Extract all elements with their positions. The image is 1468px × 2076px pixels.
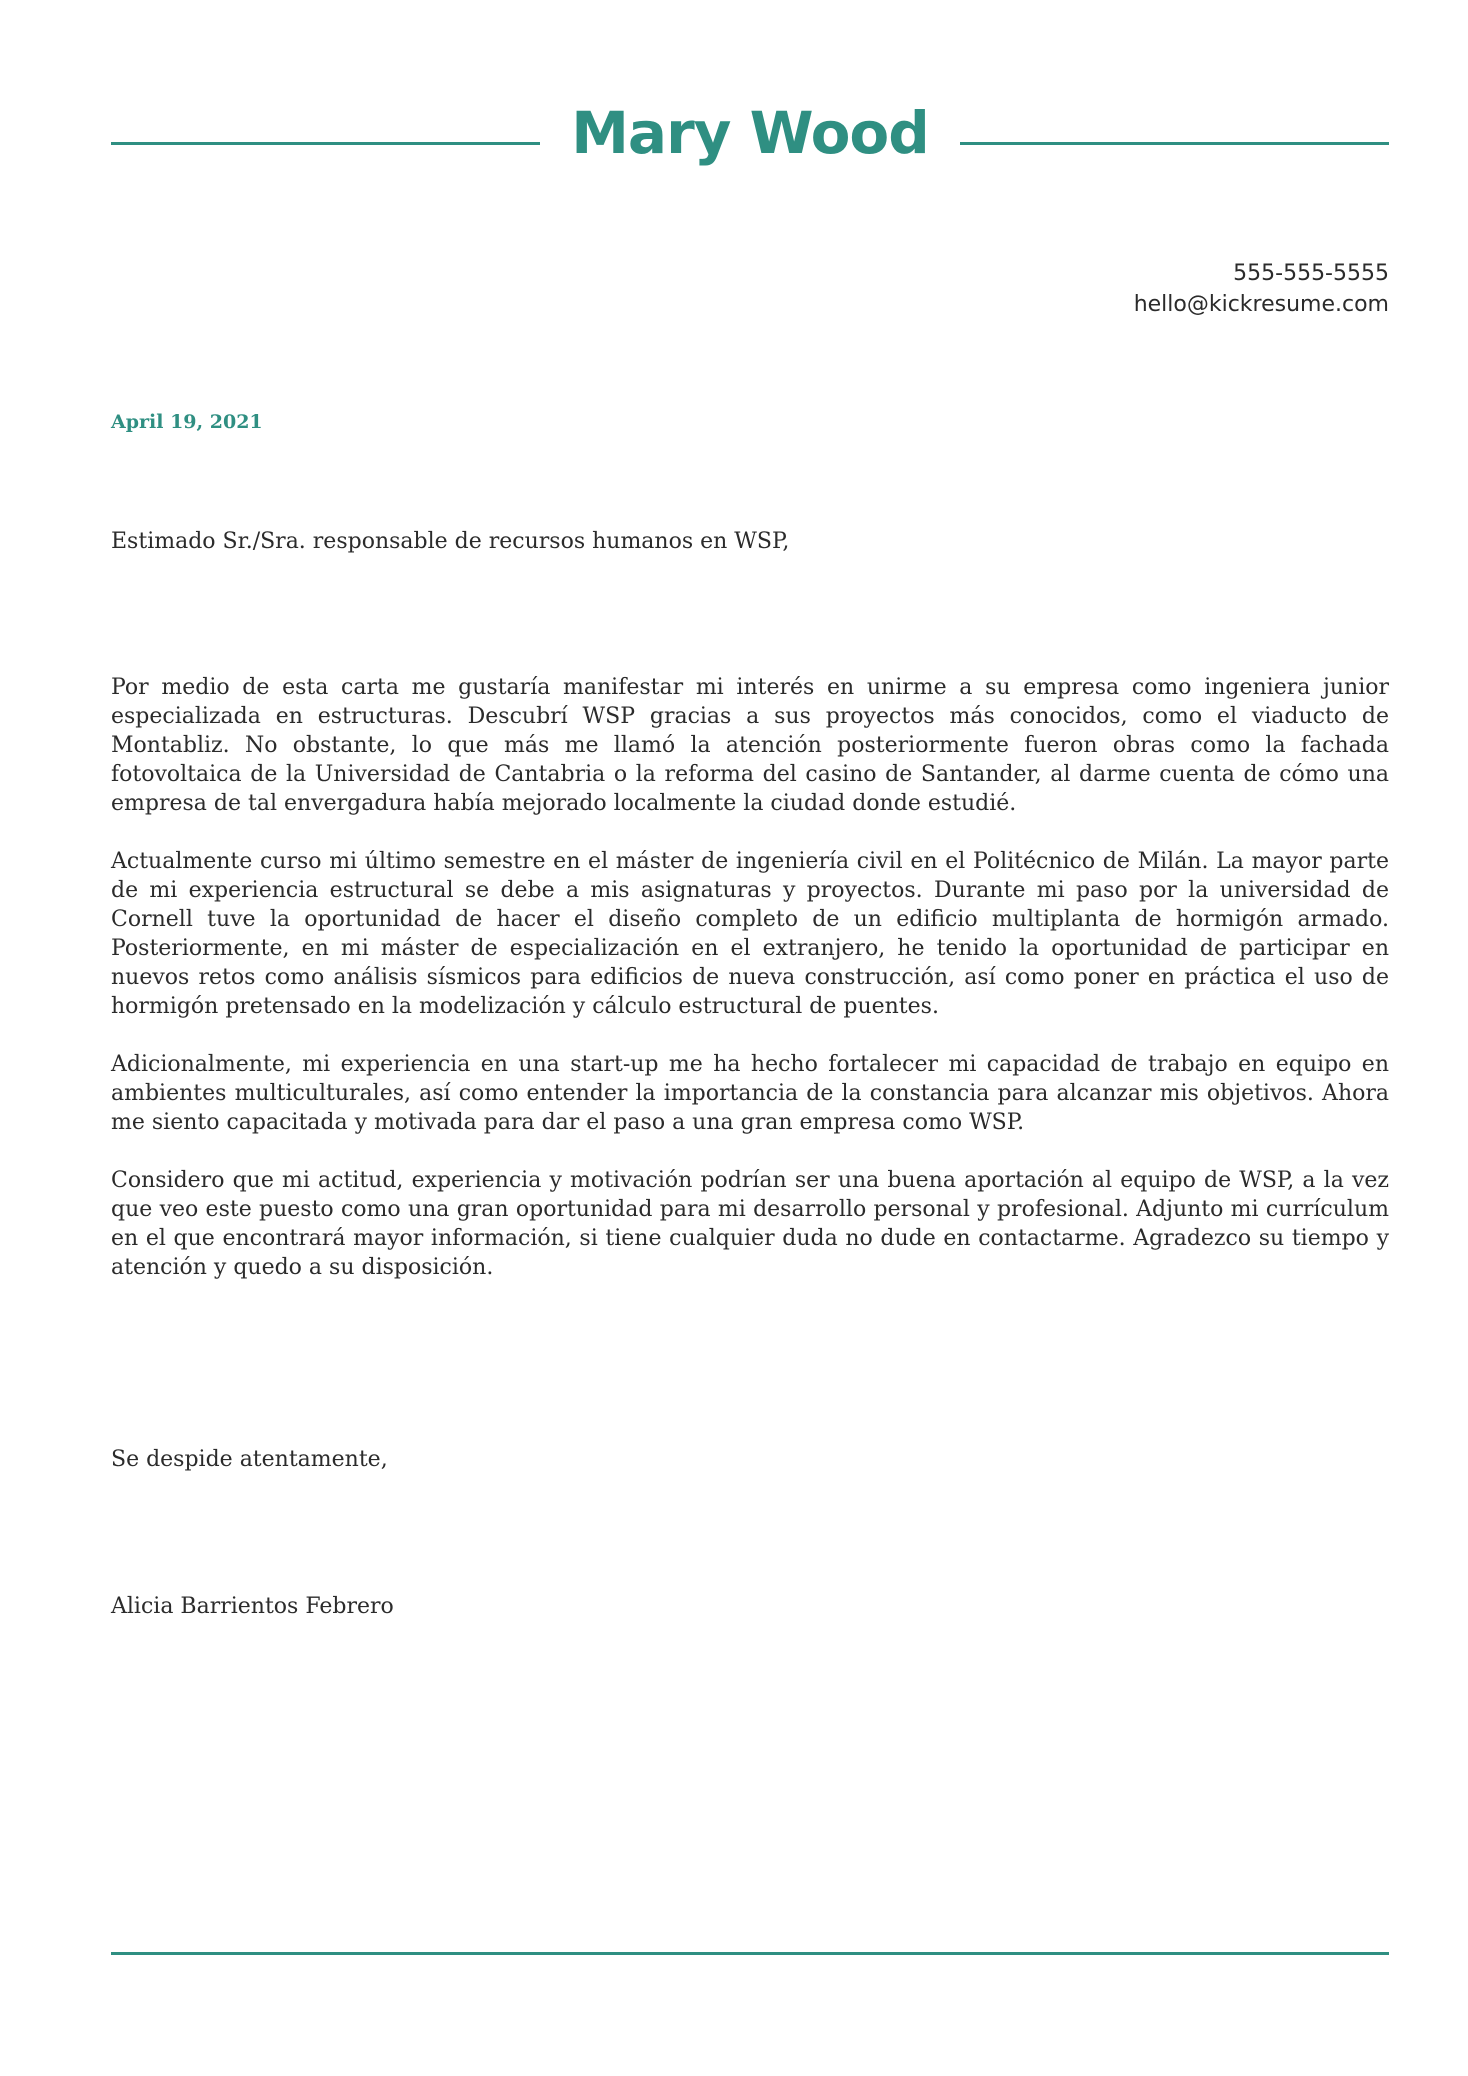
body-paragraph: Adicionalmente, mi experiencia en una start-up me ha hecho fortalecer mi capacidad de trabajo en equipo en ambientes multiculturales, así como entender la importancia de la constancia para alcanzar mis objetivos. Ahora me siento capacitada y motivada para dar el paso a una gran empresa como WSP.	[111, 1052, 1389, 1135]
letter-date: April 19, 2021	[111, 411, 263, 433]
header-rule-right	[960, 142, 1389, 145]
sender-name: Mary Wood	[571, 99, 929, 167]
body-paragraph: Actualmente curso mi último semestre en el máster de ingeniería civil en el Politécnico de Milán. La mayor parte de mi experiencia estructural se debe a mis asignaturas y proyectos. Durante mi paso por la universidad de Cornell tuve la oportunidad de hacer el diseño completo de un edificio multiplanta de hormigón armado. Posteriormente, en mi máster de especialización en el extranjero, he tenido la oportunidad de participar en nuevos retos como análisis sísmicos para edificios de nueva construcción, así como poner en práctica el uso de hormigón pretensado en la modelización y cálculo estructural de puentes.	[111, 849, 1389, 1019]
footer-rule	[111, 1952, 1389, 1955]
signature-name: Alicia Barrientos Febrero	[111, 1594, 394, 1619]
salutation: Estimado Sr./Sra. responsable de recursos humanos en WSP,	[111, 529, 790, 554]
closing-line: Se despide atentamente,	[111, 1447, 388, 1472]
letter-body	[111, 673, 1389, 1311]
header-rule-left	[111, 142, 540, 145]
contact-email: hello@kickresume.com	[1133, 292, 1389, 317]
contact-block	[1134, 258, 1389, 320]
body-paragraph: Considero que mi actitud, experiencia y motivación podrían ser una buena aportación al equipo de WSP, a la vez que veo este puesto como una gran oportunidad para mi desarrollo personal y profesional. Adjunto mi currículum en el que encontrará mayor información, si tiene cualquier duda no dude en contactarme. Agradezco su tiempo y atención y quedo a su disposición.	[111, 1168, 1389, 1280]
contact-phone: 555-555-5555	[1233, 261, 1389, 286]
letter-header	[111, 88, 1389, 178]
body-paragraph: Por medio de esta carta me gustaría manifestar mi interés en unirme a su empresa como ingeniera junior especializada en estructuras. Descubrí WSP gracias a sus proyectos más conocidos, como el viaducto de Montabliz. No obstante, lo que más me llamó la atención posteriormente fueron obras como la fachada fotovoltaica de la Universidad de Cantabria o la reforma del casino de Santander, al darme cuenta de cómo una empresa de tal envergadura había mejorado localmente la ciudad donde estudié.	[111, 675, 1389, 816]
